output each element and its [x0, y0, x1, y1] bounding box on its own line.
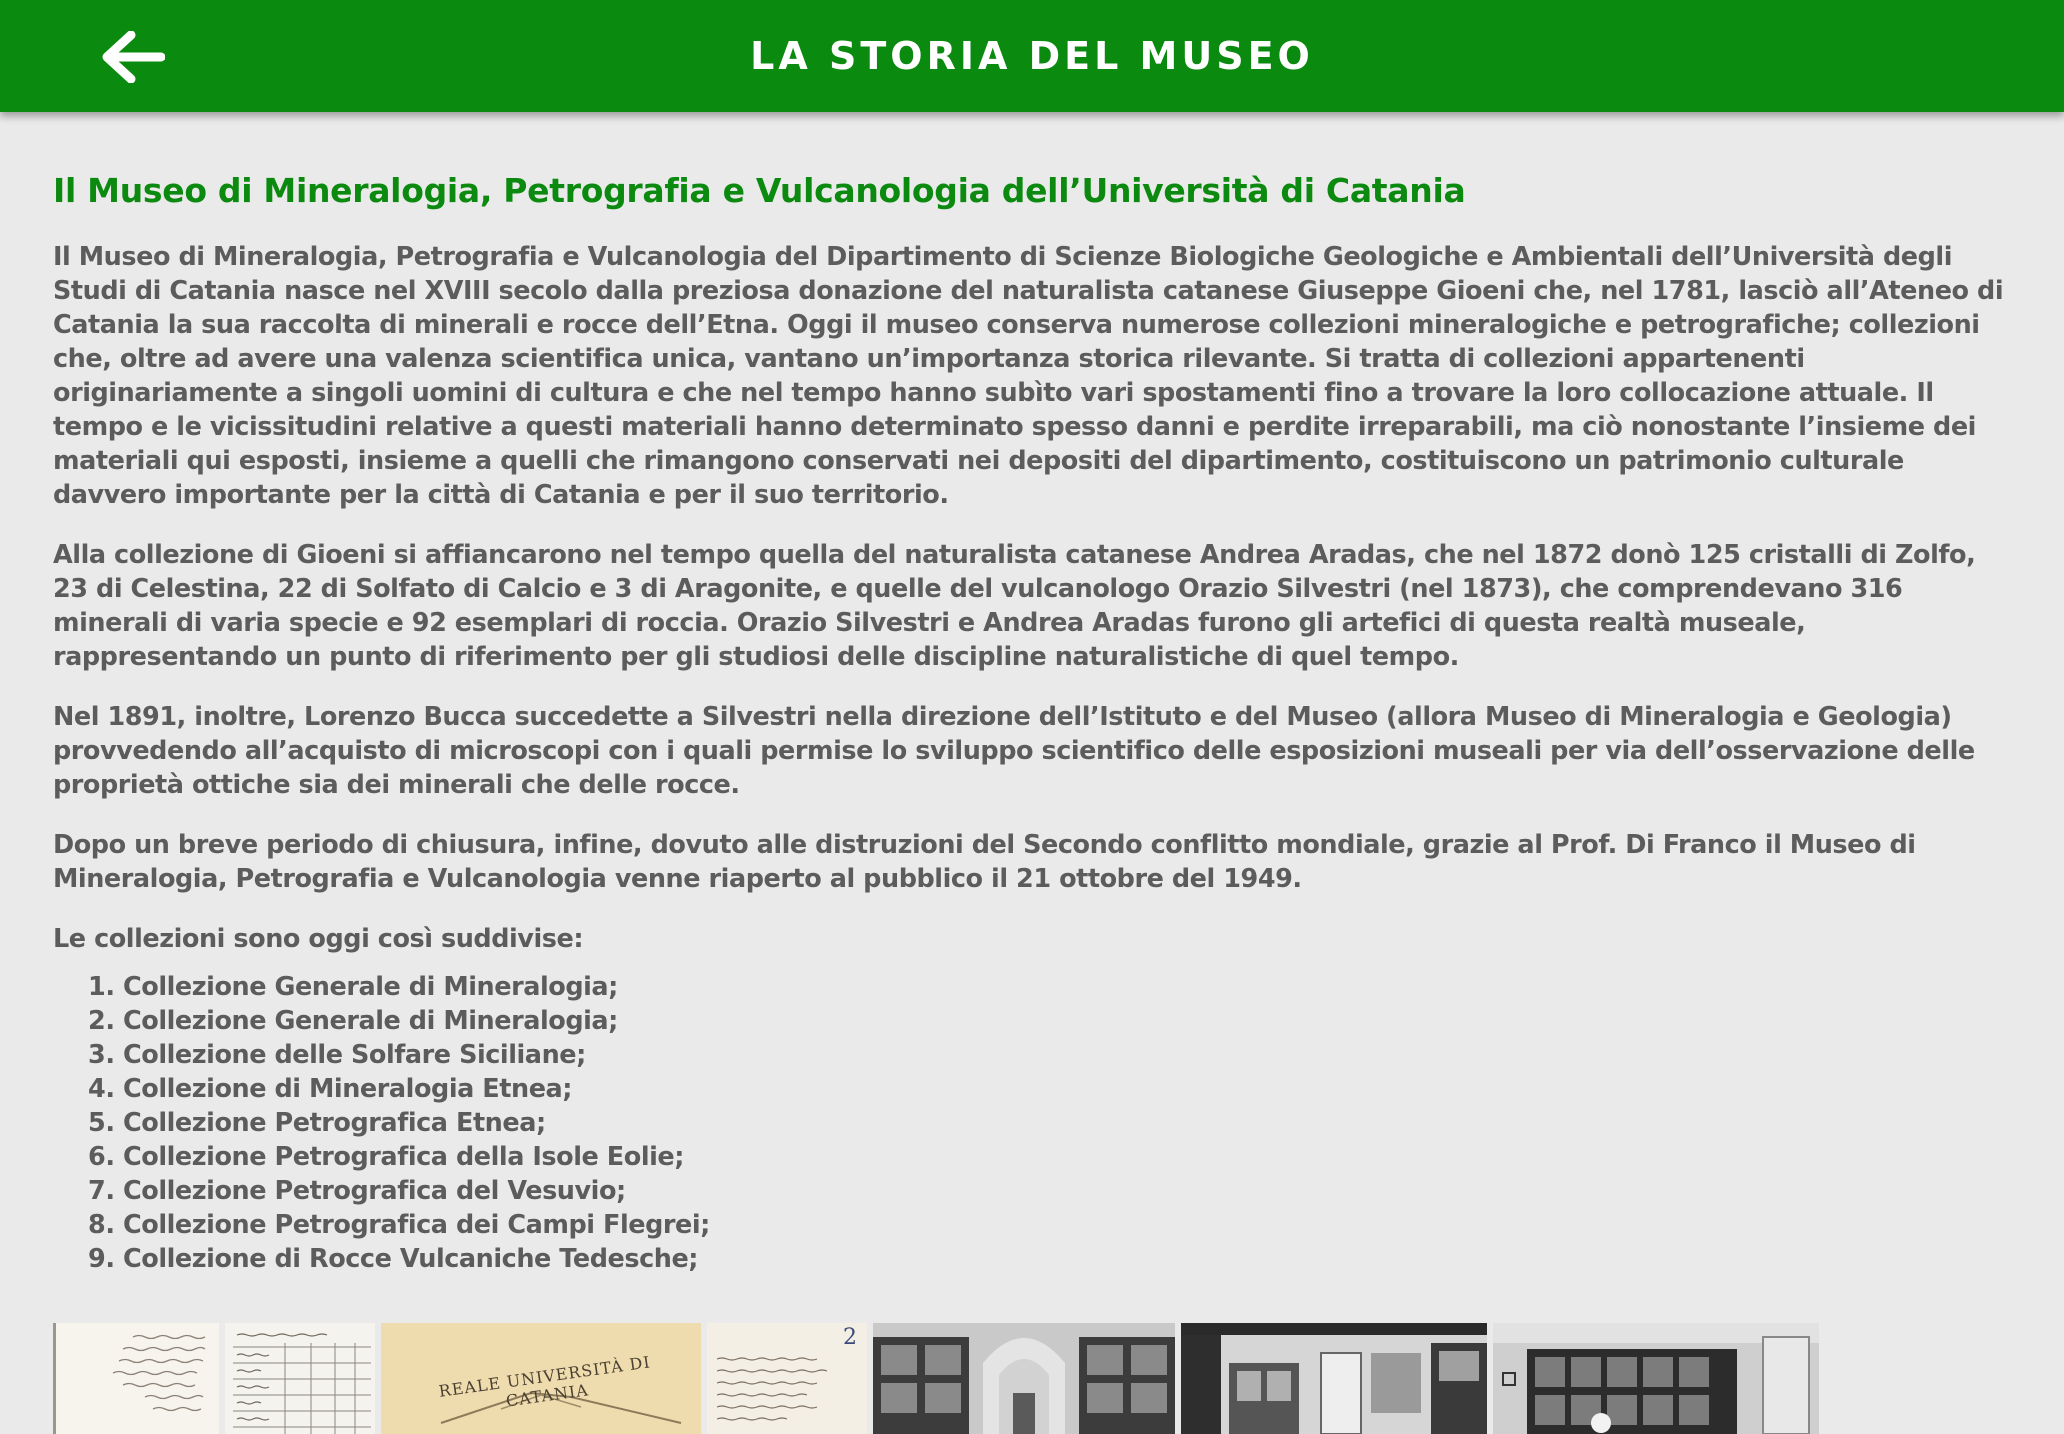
manuscript-image — [53, 1323, 219, 1434]
gallery-thumbnail[interactable] — [707, 1323, 867, 1434]
list-item: 1. Collezione Generale di Mineralogia; — [123, 970, 2013, 1004]
museum-room-photo — [1181, 1323, 1487, 1434]
arrow-left-icon — [101, 31, 165, 83]
gallery-thumbnail[interactable] — [381, 1323, 701, 1434]
list-item: 9. Collezione di Rocce Vulcaniche Tedesche; — [123, 1242, 2013, 1276]
list-item: 6. Collezione Petrografica della Isole Eolie; — [123, 1140, 2013, 1174]
museum-cabinets-photo — [1493, 1323, 1819, 1434]
image-gallery — [53, 1323, 1819, 1434]
museum-hall-photo — [873, 1323, 1175, 1434]
gallery-thumbnail[interactable] — [53, 1323, 219, 1434]
list-item: 4. Collezione di Mineralogia Etnea; — [123, 1072, 2013, 1106]
list-item: 3. Collezione delle Solfare Siciliane; — [123, 1038, 2013, 1072]
print-caption: REALE UNIVERSITÀ DI CATANIA — [437, 1352, 652, 1411]
gallery-thumbnail[interactable] — [225, 1323, 375, 1434]
app-bar — [0, 0, 2064, 112]
list-item: 8. Collezione Petrografica dei Campi Flegrei; — [123, 1208, 2013, 1242]
list-item: 7. Collezione Petrografica del Vesuvio; — [123, 1174, 2013, 1208]
list-item: 5. Collezione Petrografica Etnea; — [123, 1106, 2013, 1140]
list-item: 2. Collezione Generale di Mineralogia; — [123, 1004, 2013, 1038]
back-button[interactable] — [90, 22, 176, 92]
paragraph: Alla collezione di Gioeni si affiancarono nel tempo quella del naturalista catanese Andrea Aradas, che nel 1872 donò 125 cristalli di Zolfo, 23 di Celestina, 22 di Solfato di Calcio e 3 di Aragonite, e quelle del vulcanologo Orazio Silvestri (nel 1873), che comprendevano 316 minerali di varia specie e 92 esemplari di roccia. Orazio Silvestri e Andrea Aradas furono gli artefici di questa realtà museale, rappresentando un punto di riferimento per gli studiosi delle discipline naturalistiche di quel tempo. — [53, 540, 1976, 672]
paragraph: Dopo un breve periodo di chiusura, infine, dovuto alle distruzioni del Secondo conflitto mondiale, grazie al Prof. Di Franco il Museo di Mineralogia, Petrografia e Vulcanologia venne riaperto al pubblico il 21 ottobre del 1949. — [53, 830, 1916, 894]
collections-intro: Le collezioni sono oggi così suddivise: — [53, 924, 584, 954]
gallery-thumbnail[interactable] — [1181, 1323, 1487, 1434]
paragraph: Nel 1891, inoltre, Lorenzo Bucca succedette a Silvestri nella direzione dell’Istituto e del Museo (allora Museo di Mineralogia e Geologia) provvedendo all’acquisto di microscopi con i quali permise lo sviluppo scientifico delle esposizioni museali per via dell’osservazione delle proprietà ottiche sia dei minerali che delle rocce. — [53, 702, 1975, 800]
page-title: LA STORIA DEL MUSEO — [750, 34, 1314, 78]
article — [53, 168, 2013, 1276]
gallery-thumbnail[interactable] — [1493, 1323, 1819, 1434]
page-number: 2 — [843, 1325, 857, 1350]
paragraph: Il Museo di Mineralogia, Petrografia e Vulcanologia del Dipartimento di Scienze Biologiche Geologiche e Ambientali dell’Università degli Studi di Catania nasce nel XVIII secolo dalla preziosa donazione del naturalista catanese Giuseppe Gioeni che, nel 1781, lasciò all’Ateneo di Catania la sua raccolta di minerali e rocce dell’Etna. Oggi il museo conserva numerose collezioni mineralogiche e petrografiche; collezioni che, oltre ad avere una valenza scientifica unica, vantano un’importanza storica rilevante. Si tratta di collezioni appartenenti originariamente a singoli uomini di cultura e che nel tempo hanno subìto vari spostamenti fino a trovare la loro collocazione attuale. Il tempo e le vicissitudini relative a questi materiali hanno determinato spesso danni e perdite irreparabili, ma ciò nonostante l’insieme dei materiali qui esposti, insieme a quelli che rimangono conservati nei depositi del dipartimento, costituiscono un patrimonio culturale davvero importante per la città di Catania e per il suo territorio. — [53, 242, 2004, 510]
article-title: Il Museo di Mineralogia, Petrografia e Vulcanologia dell’Università di Catania — [53, 171, 1466, 210]
collections-list — [53, 970, 2013, 1276]
gallery-thumbnail[interactable] — [873, 1323, 1175, 1434]
ledger-image — [225, 1323, 375, 1434]
